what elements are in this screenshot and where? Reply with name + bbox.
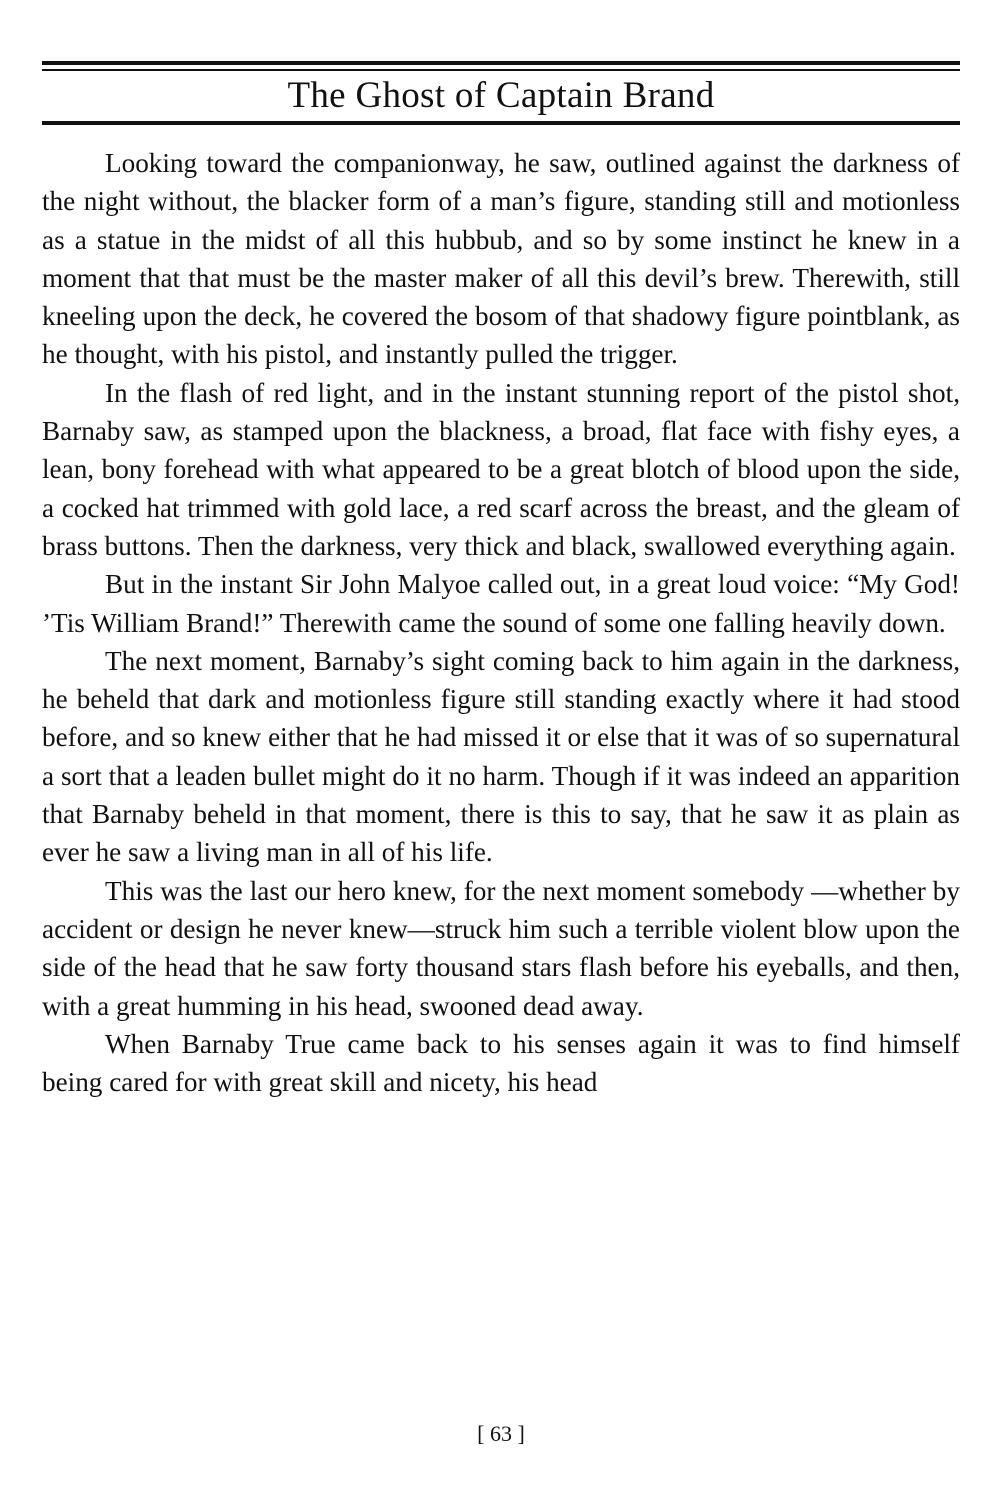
header-rule-thin [42,69,960,71]
book-page [42,0,960,1501]
header-underline-rule [42,121,960,125]
page-number: [ 63 ] [477,1421,525,1446]
running-title: The Ghost of Captain Brand [287,75,715,116]
paragraph-5: This was the last our hero knew, for the next moment somebody —whether by accident or design he never knew—struck him such a terrible violent blow upon the side of the head that he saw forty thousand stars flash before his eyeballs, and then, with a great humming in his head, swooned dead away. [42,875,960,1021]
paragraph-1: Looking toward the companionway, he saw, outlined against the darkness of the night without, the blacker form of a man’s figure, standing still and motionless as a statue in the midst of all this hubbub, and so by some instinct he knew in a moment that that must be the master maker of all this devil’s brew. Therewith, still kneeling upon the deck, he covered the bosom of that shadowy figure pointblank, as he thought, with his pistol, and instantly pulled the trigger. [42,148,960,370]
header-rule-thick [42,61,960,65]
paragraph-3: But in the instant Sir John Malyoe called out, in a great loud voice: “My God! ’Tis William Brand!” Therewith came the sound of some one falling heavily down. [42,569,960,638]
paragraph-4: The next moment, Barnaby’s sight coming back to him again in the darkness, he beheld that dark and motionless figure still standing exactly where it had stood before, and so knew either that he had missed it or else that it was of so supernatural a sort that a leaden bullet might do it no harm. Though if it was indeed an apparition that Barnaby beheld in that moment, there is this to say, that he saw it as plain as ever he saw a living man in all of his life. [42,645,960,868]
paragraph-2: In the flash of red light, and in the instant stunning report of the pistol shot, Barnaby saw, as stamped upon the blackness, a broad, flat face with fishy eyes, a lean, bony forehead with what appeared to be a great blotch of blood upon the side, a cocked hat trimmed with gold lace, a red scarf across the breast, and the gleam of brass buttons. Then the darkness, very thick and black, swallowed everything again. [42,377,960,561]
body-text [42,144,960,1101]
paragraph-6: When Barnaby True came back to his senses again it was to find himself being cared for with great skill and nicety, his head [42,1028,960,1098]
